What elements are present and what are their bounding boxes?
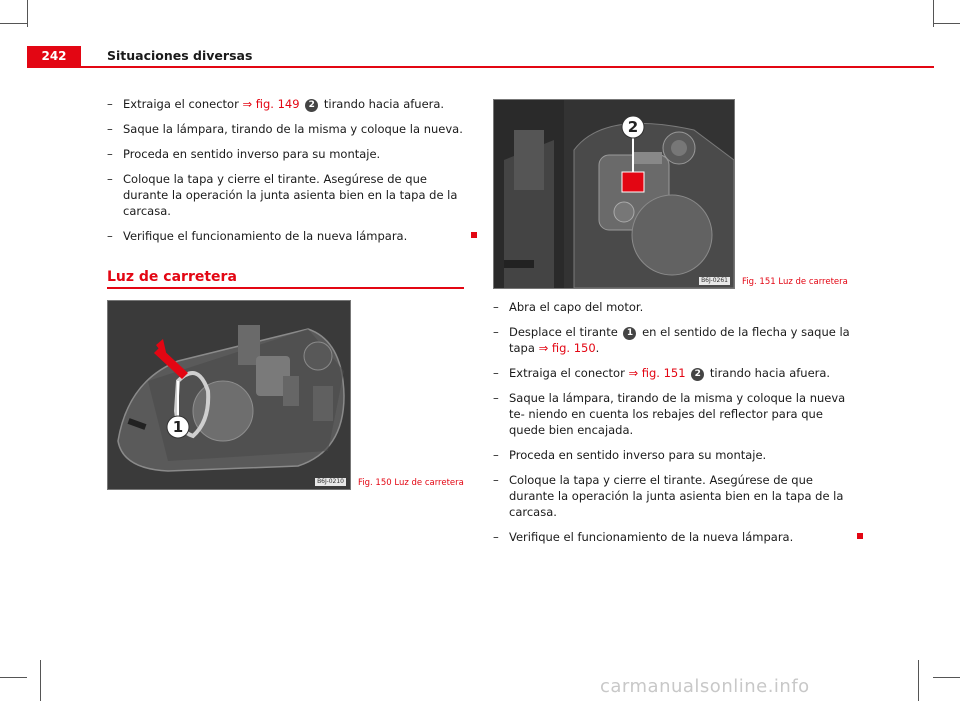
callout-number: 2 — [691, 368, 704, 381]
step — [493, 529, 853, 545]
subheading: Luz de carretera — [107, 269, 237, 285]
page-number: 242 — [27, 46, 81, 66]
step-text: en el sentido de la flecha y saque la tapa — [509, 325, 850, 355]
figure-link[interactable]: ⇒ fig. 151 — [628, 366, 686, 380]
figure-callout-2: 2 — [627, 118, 639, 136]
section-title: Situaciones diversas — [107, 48, 253, 63]
step-dash: – — [107, 229, 113, 243]
step — [493, 447, 853, 463]
crop-mark — [933, 23, 960, 24]
step-text: Desplace el tirante — [509, 325, 622, 339]
step-text: tirando hacia afuera. — [320, 97, 445, 111]
step-text: tirando hacia afuera. — [706, 366, 831, 380]
step-dash: – — [107, 147, 113, 161]
headlamp-connector-illustration — [494, 100, 734, 288]
crop-mark — [27, 0, 28, 27]
end-of-section-mark — [471, 232, 477, 238]
step-dash: – — [493, 366, 499, 380]
step-text: Proceda en sentido inverso para su montaje. — [509, 448, 767, 462]
step-text: Coloque la tapa y cierre el tirante. Asegúrese de que durante la operación la junta asienta bien en la tapa de la carcasa. — [123, 172, 458, 218]
crop-mark — [40, 660, 41, 701]
step — [107, 121, 467, 137]
step-text: Saque la lámpara, tirando de la misma y coloque la nueva te- niendo en cuenta los rebajes del reflector para que quede bien encajada. — [509, 391, 846, 437]
step-text: Abra el capo del motor. — [509, 300, 644, 314]
figure-150-headlamp-image — [107, 300, 351, 490]
crop-mark — [933, 677, 960, 678]
crop-mark — [0, 677, 27, 678]
step-text: Verifique el funcionamiento de la nueva lámpara. — [509, 530, 794, 544]
step-text: Extraiga el conector — [123, 97, 243, 111]
step-dash: – — [493, 530, 499, 544]
end-of-section-mark — [857, 533, 863, 539]
step-text: Extraiga el conector — [509, 366, 629, 380]
callout-number: 2 — [305, 99, 318, 112]
figure-link[interactable]: ⇒ fig. 150 — [538, 341, 596, 355]
step-dash: – — [493, 391, 499, 405]
step-dash: – — [107, 122, 113, 136]
step-dash: – — [107, 172, 113, 186]
page-header — [27, 46, 934, 66]
step-dash: – — [107, 97, 113, 111]
step-dash: – — [493, 473, 499, 487]
crop-mark — [918, 660, 919, 701]
step — [493, 390, 853, 438]
left-steps — [107, 96, 467, 253]
figure-link[interactable]: ⇒ fig. 149 — [242, 97, 300, 111]
step-dash: – — [493, 325, 499, 339]
step-text: Verifique el funcionamiento de la nueva lámpara. — [123, 229, 408, 243]
step-text: Proceda en sentido inverso para su montaje. — [123, 147, 381, 161]
subheading-rule — [107, 287, 464, 289]
headlamp-rear-illustration — [108, 301, 350, 489]
figure-caption: Fig. 150 Luz de carretera — [358, 478, 464, 488]
right-steps — [493, 299, 853, 554]
step-dash: – — [493, 448, 499, 462]
step — [493, 365, 853, 381]
watermark: carmanualsonline.info — [600, 676, 810, 697]
crop-mark — [933, 0, 934, 27]
step — [107, 171, 467, 219]
step — [107, 146, 467, 162]
figure-callout-1: 1 — [172, 418, 184, 436]
callout-number: 1 — [623, 327, 636, 340]
step — [107, 228, 467, 244]
figure-code: B6J-0210 — [317, 478, 344, 485]
step — [107, 96, 467, 112]
figure-151-headlamp-image — [493, 99, 735, 289]
step — [493, 324, 853, 356]
step-text: Coloque la tapa y cierre el tirante. Asegúrese de que durante la operación la junta asienta bien en la tapa de la carcasa. — [509, 473, 844, 519]
figure-caption: Fig. 151 Luz de carretera — [742, 277, 848, 287]
step-text: Saque la lámpara, tirando de la misma y coloque la nueva. — [123, 122, 463, 136]
header-rule — [27, 66, 934, 68]
step-dash: – — [493, 300, 499, 314]
step — [493, 299, 853, 315]
figure-code: B6J-0261 — [701, 277, 728, 284]
step-text: . — [595, 341, 600, 355]
crop-mark — [0, 23, 27, 24]
step — [493, 472, 853, 520]
